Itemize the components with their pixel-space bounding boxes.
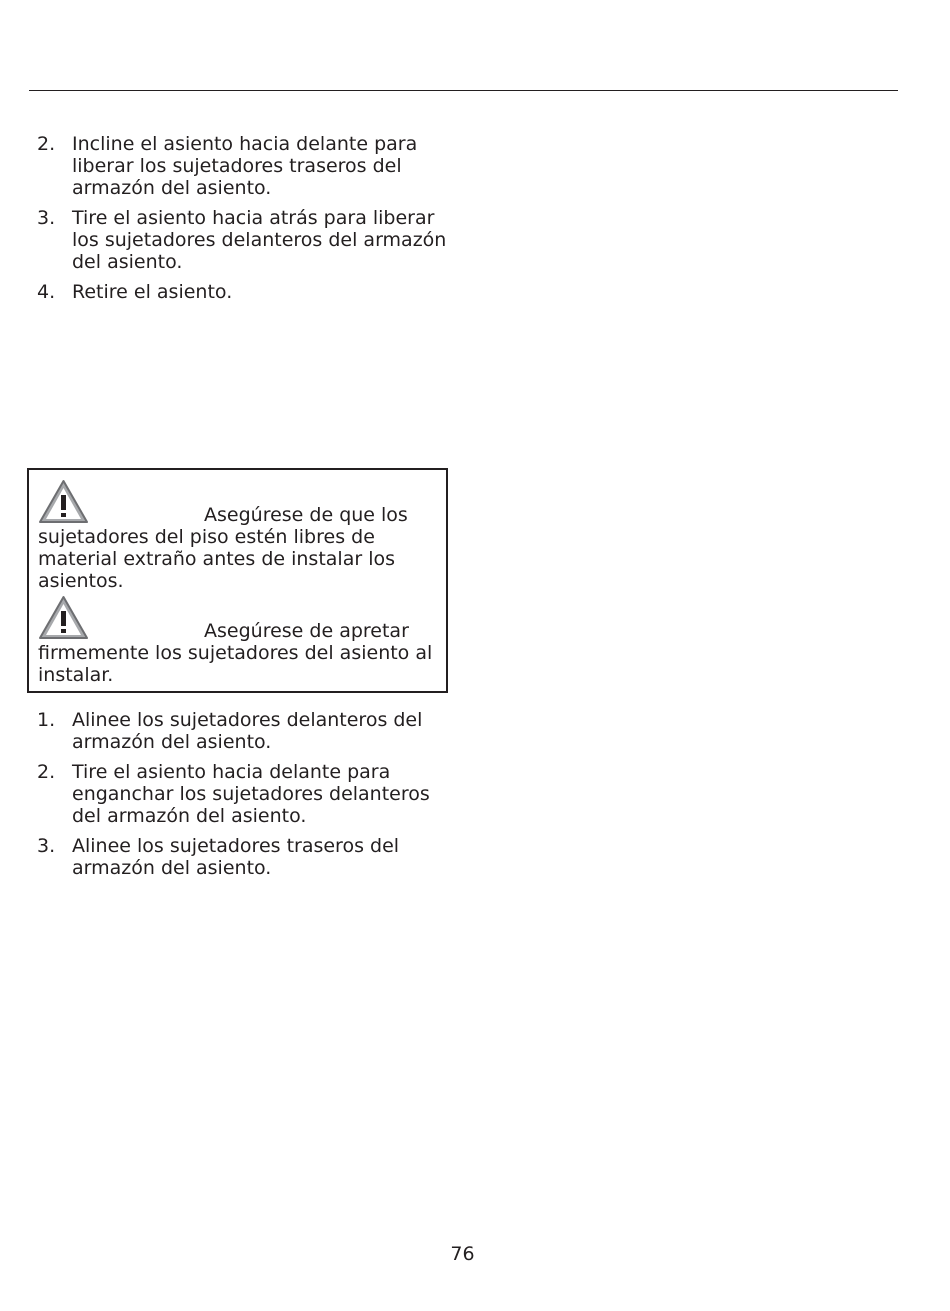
step-text: Incline el asiento hacia delante para liberar los sujetadores traseros del armazón del asiento. bbox=[72, 133, 418, 199]
list-item bbox=[37, 835, 449, 879]
step-number: 3. bbox=[37, 835, 56, 857]
list-item bbox=[37, 281, 449, 303]
step-text: Alinee los sujetadores delanteros del armazón del asiento. bbox=[72, 709, 423, 753]
warning-triangle-icon bbox=[38, 479, 89, 524]
list-item bbox=[37, 133, 449, 199]
page-number: 76 bbox=[450, 1243, 475, 1265]
step-text: Alinee los sujetadores traseros del armazón del asiento. bbox=[72, 835, 400, 879]
warning-text-lead: Asegúrese de apretar bbox=[204, 620, 409, 642]
header-rule bbox=[29, 90, 898, 91]
step-number: 4. bbox=[37, 281, 56, 303]
step-text: Tire el asiento hacia atrás para liberar los sujetadores delanteros del armazón del asiento. bbox=[72, 207, 447, 273]
remove-seat-steps bbox=[37, 133, 449, 311]
warning-triangle-icon bbox=[38, 595, 89, 640]
step-text: Tire el asiento hacia delante para enganchar los sujetadores delanteros del armazón del asiento. bbox=[72, 761, 430, 827]
step-number: 3. bbox=[37, 207, 56, 229]
warning-item bbox=[38, 479, 441, 592]
install-seat-steps bbox=[37, 709, 449, 887]
list-item bbox=[37, 761, 449, 827]
list-item bbox=[37, 207, 449, 273]
list-item bbox=[37, 709, 449, 753]
step-number: 2. bbox=[37, 133, 56, 155]
step-text: Retire el asiento. bbox=[72, 281, 233, 303]
step-number: 1. bbox=[37, 709, 56, 731]
step-number: 2. bbox=[37, 761, 56, 783]
warning-text: sujetadores del piso estén libres de material extraño antes de instalar los asientos. bbox=[38, 526, 395, 592]
warning-text: firmemente los sujetadores del asiento al instalar. bbox=[38, 642, 433, 686]
warning-text-lead: Asegúrese de que los bbox=[204, 504, 408, 526]
warning-box bbox=[27, 468, 448, 693]
warning-item bbox=[38, 595, 441, 686]
